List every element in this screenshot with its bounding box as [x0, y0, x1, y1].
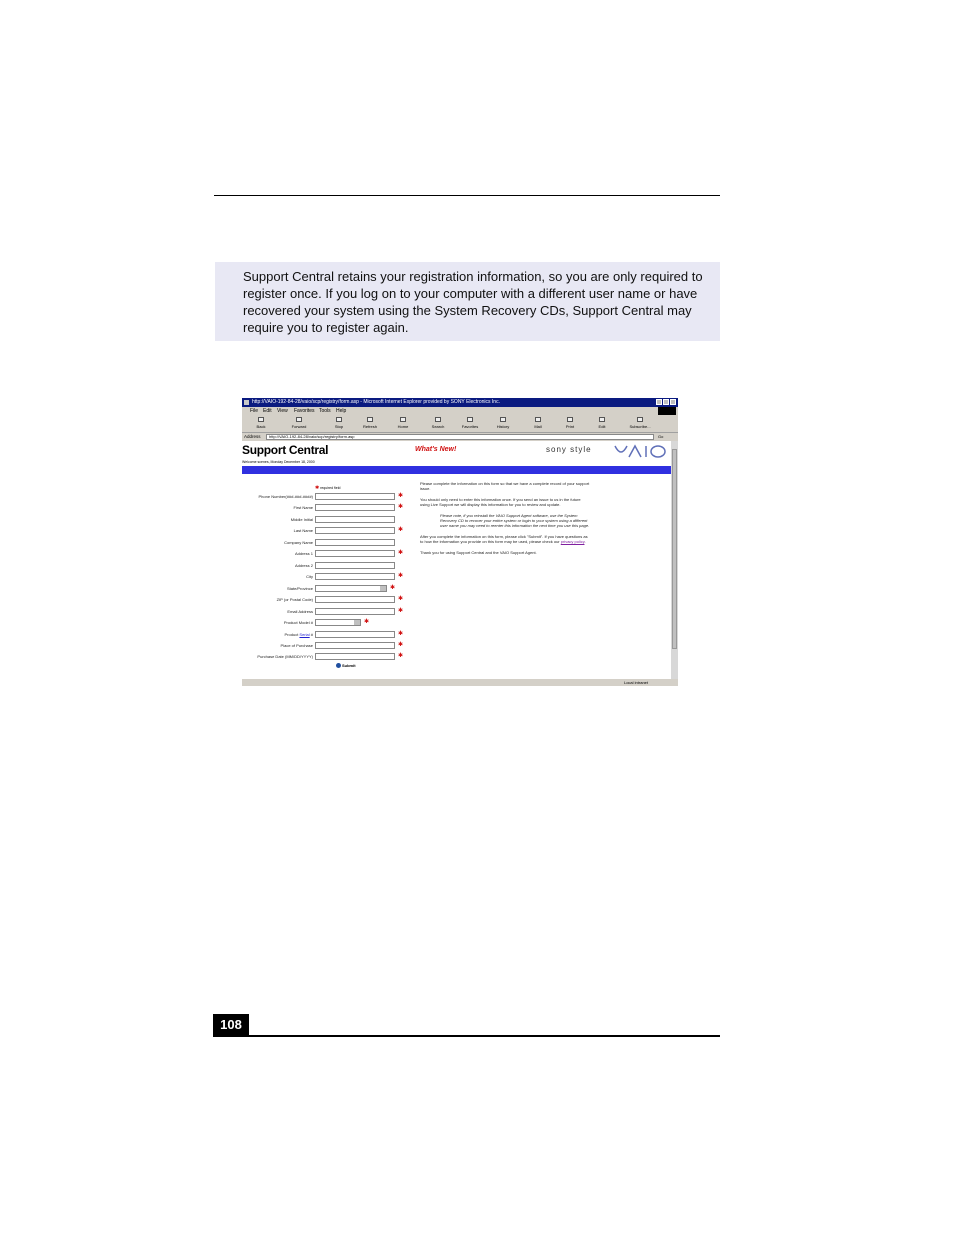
note-box — [215, 262, 720, 341]
form-row-city — [242, 573, 412, 581]
form-row-product-serial — [242, 631, 412, 639]
browser-screenshot — [242, 398, 678, 686]
address-2-label: Address 2 — [294, 563, 313, 568]
info-column — [420, 481, 590, 561]
state-label: State/Province — [286, 586, 313, 591]
mail-icon — [535, 417, 541, 422]
ie-page-icon — [244, 400, 249, 405]
first-name-label: First Name — [293, 505, 313, 510]
whats-new-link[interactable]: What's New! — [415, 446, 457, 453]
stop-button[interactable]: Stop — [326, 417, 352, 431]
chevron-down-icon — [380, 586, 386, 591]
required-asterisk-icon: ✱ — [398, 608, 404, 614]
address-label: Address — [244, 434, 261, 439]
browser-toolbar — [242, 415, 678, 433]
info-note: Please note, if you reinstall the VAIO Support Agent software, use the System Recovery CD to recover your entire system or login to your system using a different user name you may need to reenter this information the next time you use this page. — [440, 513, 590, 528]
ie-throbber-icon — [658, 407, 676, 415]
print-button[interactable]: Print — [557, 417, 583, 431]
state-select[interactable] — [315, 585, 387, 592]
home-button[interactable]: Home — [390, 417, 416, 431]
purchase-date-label: Purchase Date (MM/DD/YYYY) — [257, 654, 313, 659]
info-paragraph: Please complete the information on this form so that we have a complete record of your support issue. — [420, 481, 590, 491]
phone-input[interactable] — [315, 493, 395, 500]
form-row-state — [242, 585, 412, 593]
menu-help[interactable]: Help — [336, 408, 347, 414]
info-paragraph: You should only need to enter this information once. If you send an issue to us in the future using Live Support we will display this information for you to review and update. — [420, 497, 581, 507]
submit-icon — [336, 663, 341, 668]
search-icon — [435, 417, 441, 422]
menu-favorites[interactable]: Favorites — [294, 408, 315, 414]
city-label: City — [306, 574, 313, 579]
form-row-middle-initial — [242, 516, 412, 524]
required-field-note: ✱ required field — [315, 485, 341, 491]
forward-button[interactable]: Forward — [286, 417, 312, 431]
zip-label: ZIP (or Postal Code) — [276, 597, 313, 602]
status-zone-text: Local intranet — [623, 680, 648, 685]
subscribe-button[interactable]: Subscribe... — [627, 417, 653, 431]
last-name-label: Last Name — [293, 528, 313, 533]
product-model-label: Product Model # — [283, 620, 313, 625]
address-1-input[interactable] — [315, 550, 395, 557]
purchase-date-input[interactable] — [315, 653, 395, 660]
menu-file[interactable]: File — [250, 408, 259, 414]
serial-help-link[interactable]: Serial — [299, 632, 310, 637]
menu-tools[interactable]: Tools — [319, 408, 331, 414]
note-text: Support Central retains your registration information, so you are only required to register once. If you log on to your computer with a different user name or have recovered your system using the System Recovery CDs, Support Central may require you to register again. — [243, 269, 703, 335]
required-asterisk-icon: ✱ — [398, 550, 404, 556]
menu-bar — [242, 407, 678, 415]
chevron-down-icon — [354, 620, 360, 625]
form-row-company — [242, 539, 412, 547]
form-row-email — [242, 608, 412, 616]
back-button[interactable]: Back — [248, 417, 274, 431]
required-asterisk-icon: ✱ — [364, 619, 370, 625]
refresh-button[interactable]: Refresh — [357, 417, 383, 431]
required-asterisk-icon: ✱ — [398, 596, 404, 602]
product-serial-label: Product Serial # — [284, 632, 313, 637]
home-icon — [400, 417, 406, 422]
last-name-input[interactable] — [315, 527, 395, 534]
close-icon[interactable] — [670, 399, 676, 405]
window-title: http://VAIO-192-84-28/vaio/scp/registry/form.asp - Microsoft Internet Explorer provided by SONY Electronics Inc. — [252, 399, 500, 405]
subscribe-icon — [637, 417, 643, 422]
sony-style-logo-text: sony style — [546, 445, 592, 454]
back-arrow-icon — [258, 417, 264, 422]
history-icon — [500, 417, 506, 422]
menu-edit[interactable]: Edit — [263, 408, 272, 414]
place-of-purchase-label: Place of Purchase — [280, 643, 313, 648]
phone-label: Phone Number(###-###-####) — [258, 494, 313, 499]
required-asterisk-icon: ✱ — [398, 504, 404, 510]
vertical-scrollbar[interactable] — [671, 441, 678, 679]
menu-view[interactable]: View — [277, 408, 288, 414]
header-band — [242, 466, 671, 474]
browser-titlebar — [242, 398, 678, 407]
page-content — [242, 441, 671, 679]
form-row-place-of-purchase — [242, 642, 412, 650]
required-asterisk-icon: ✱ — [398, 527, 404, 533]
middle-initial-label: Middle Initial — [290, 517, 313, 522]
history-button[interactable]: History — [490, 417, 516, 431]
required-asterisk-icon: ✱ — [390, 585, 396, 591]
support-central-title: Support Central — [242, 443, 329, 457]
info-paragraph: After you complete the information on this form, please click "Submit". If you have questions as to how the information you provide on this form may be used, please check our privacy policy. — [420, 534, 588, 544]
top-rule — [214, 195, 720, 196]
submit-button[interactable]: Submit — [336, 663, 356, 668]
favorites-button[interactable]: Favorites — [457, 417, 483, 431]
stop-icon — [336, 417, 342, 422]
form-row-first-name — [242, 504, 412, 512]
required-asterisk-icon: ✱ — [398, 653, 404, 659]
go-button[interactable]: Go — [658, 434, 664, 439]
mail-button[interactable]: Mail — [525, 417, 551, 431]
middle-initial-input[interactable] — [315, 516, 395, 523]
scrollbar-thumb[interactable] — [672, 449, 677, 649]
edit-icon — [599, 417, 605, 422]
privacy-policy-link[interactable]: privacy policy — [560, 539, 585, 544]
address-input[interactable]: http://VAIO-192-84-28/vaio/scp/registry/form.asp — [266, 434, 654, 440]
required-asterisk-icon: ✱ — [398, 642, 404, 648]
required-asterisk-icon: ✱ — [398, 493, 404, 499]
window-controls — [656, 399, 676, 405]
form-row-product-model — [242, 619, 412, 627]
product-model-select[interactable] — [315, 619, 361, 626]
form-row-address-1 — [242, 550, 412, 558]
welcome-text: Welcome scenes, Monday December 18, 2000 — [242, 460, 315, 464]
required-asterisk-icon: ✱ — [315, 485, 320, 491]
product-serial-input[interactable] — [315, 631, 395, 638]
edit-button[interactable]: Edit — [589, 417, 615, 431]
company-input[interactable] — [315, 539, 395, 546]
maximize-icon[interactable] — [663, 399, 669, 405]
address-bar — [242, 433, 678, 441]
vaio-logo-icon — [614, 444, 668, 458]
search-button[interactable]: Search — [425, 417, 451, 431]
status-bar — [242, 679, 678, 686]
required-asterisk-icon: ✱ — [398, 573, 404, 579]
form-row-phone — [242, 493, 412, 501]
email-label: Email Address — [287, 609, 313, 614]
refresh-icon — [367, 417, 373, 422]
address-2-input[interactable] — [315, 562, 395, 569]
form-row-last-name — [242, 527, 412, 535]
city-input[interactable] — [315, 573, 395, 580]
form-row-purchase-date — [242, 653, 412, 661]
address-1-label: Address 1 — [294, 551, 313, 556]
minimize-icon[interactable] — [656, 399, 662, 405]
required-asterisk-icon: ✱ — [398, 631, 404, 637]
zip-input[interactable] — [315, 596, 395, 603]
first-name-input[interactable] — [315, 504, 395, 511]
forward-arrow-icon — [296, 417, 302, 422]
place-of-purchase-input[interactable] — [315, 642, 395, 649]
bottom-rule — [213, 1035, 720, 1037]
company-label: Company Name — [284, 540, 313, 545]
email-input[interactable] — [315, 608, 395, 615]
page-number: 108 — [213, 1014, 249, 1036]
info-paragraph: Thank you for using Support Central and the VAIO Support Agent. — [420, 550, 537, 555]
print-icon — [567, 417, 573, 422]
form-row-address-2 — [242, 562, 412, 570]
favorites-icon — [467, 417, 473, 422]
form-row-zip — [242, 596, 412, 604]
